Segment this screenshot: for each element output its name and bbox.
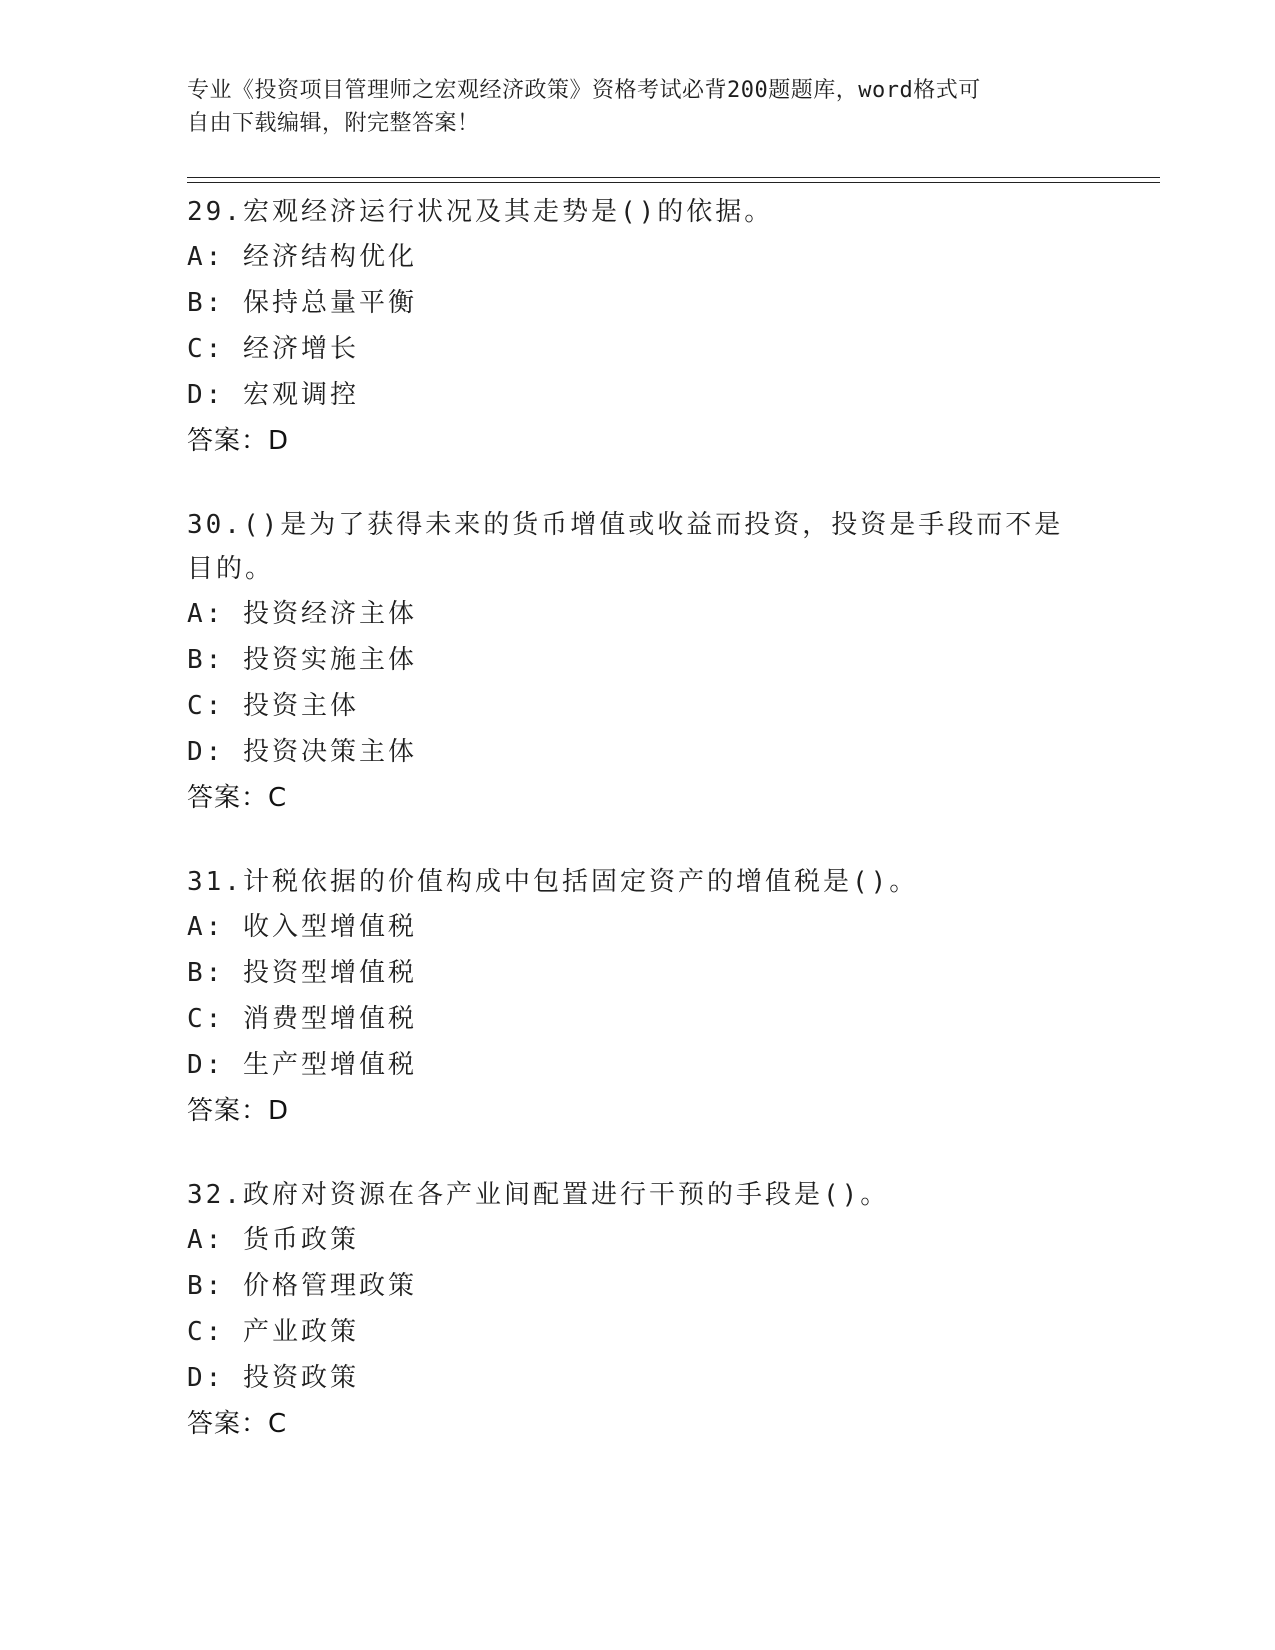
- option-c: C: 经济增长: [187, 334, 359, 364]
- question-stem: 32.政府对资源在各产业间配置进行干预的手段是()。: [187, 1180, 890, 1210]
- answer-line: 答案：C: [187, 1409, 288, 1439]
- question-stem: 30.()是为了获得未来的货币增值或收益而投资，投资是手段而不是目的。: [187, 510, 1064, 584]
- option-a: A: 经济结构优化: [187, 242, 417, 272]
- option-d: D: 宏观调控: [187, 380, 359, 410]
- answer-line: 答案：C: [187, 783, 288, 813]
- answer-line: 答案：D: [187, 1096, 290, 1126]
- option-b: B: 保持总量平衡: [187, 288, 417, 318]
- header-divider-bottom: [187, 182, 1160, 183]
- option-a: A: 收入型增值税: [187, 912, 417, 942]
- question-stem: 29.宏观经济运行状况及其走势是()的依据。: [187, 197, 774, 227]
- option-a: A: 货币政策: [187, 1225, 359, 1255]
- option-d: D: 投资政策: [187, 1363, 359, 1393]
- question-block-29: [187, 190, 1087, 464]
- option-c: C: 投资主体: [187, 691, 359, 721]
- option-b: B: 价格管理政策: [187, 1271, 417, 1301]
- question-block-32: [187, 1173, 1087, 1447]
- answer-line: 答案：D: [187, 426, 290, 456]
- document-header: [187, 74, 1087, 140]
- header-divider-top: [187, 177, 1160, 178]
- option-d: D: 生产型增值税: [187, 1050, 417, 1080]
- question-stem: 31.计税依据的价值构成中包括固定资产的增值税是()。: [187, 867, 919, 897]
- option-a: A: 投资经济主体: [187, 599, 417, 629]
- option-d: D: 投资决策主体: [187, 737, 417, 767]
- option-c: C: 产业政策: [187, 1317, 359, 1347]
- header-line-2: 自由下载编辑，附完整答案！: [187, 111, 480, 136]
- option-b: B: 投资实施主体: [187, 645, 417, 675]
- question-list: [187, 190, 1087, 1486]
- header-line-1: 专业《投资项目管理师之宏观经济政策》资格考试必背200题题库，word格式可: [187, 78, 981, 103]
- question-block-30: [187, 503, 1087, 821]
- question-block-31: [187, 860, 1087, 1134]
- option-c: C: 消费型增值税: [187, 1004, 417, 1034]
- option-b: B: 投资型增值税: [187, 958, 417, 988]
